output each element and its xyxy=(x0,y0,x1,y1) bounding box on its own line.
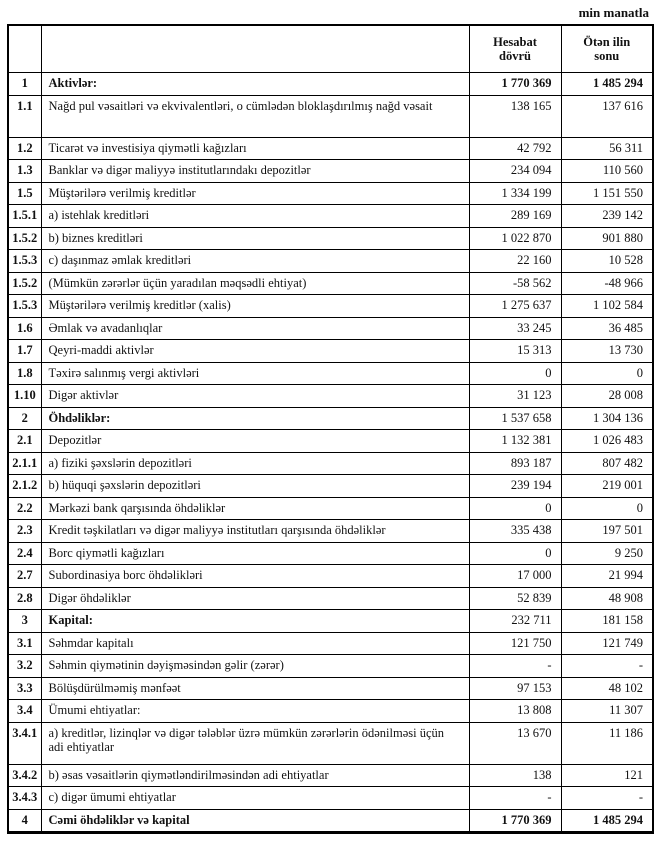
value-previous: 121 xyxy=(561,764,653,787)
table-row xyxy=(8,182,653,205)
table-row xyxy=(8,73,653,96)
row-label: Cəmi öhdəliklər və kapital xyxy=(41,809,469,833)
value-previous: 197 501 xyxy=(561,520,653,543)
value-previous: 1 485 294 xyxy=(561,809,653,833)
row-label: Ümumi ehtiyatlar: xyxy=(41,700,469,723)
row-number: 4 xyxy=(8,809,41,833)
value-previous: 36 485 xyxy=(561,317,653,340)
row-label: Digər aktivlər xyxy=(41,385,469,408)
table-row xyxy=(8,722,653,764)
table-row xyxy=(8,250,653,273)
row-number: 1.8 xyxy=(8,362,41,385)
row-number: 1.7 xyxy=(8,340,41,363)
row-number: 2 xyxy=(8,407,41,430)
table-row xyxy=(8,227,653,250)
header-row xyxy=(8,25,653,73)
table-row xyxy=(8,95,653,137)
table-row xyxy=(8,565,653,588)
value-previous: -48 966 xyxy=(561,272,653,295)
row-number: 3.4 xyxy=(8,700,41,723)
value-previous: 110 560 xyxy=(561,160,653,183)
value-previous: 0 xyxy=(561,497,653,520)
value-current: 0 xyxy=(469,497,561,520)
row-number: 3.1 xyxy=(8,632,41,655)
row-number: 3.4.3 xyxy=(8,787,41,810)
value-current: 0 xyxy=(469,362,561,385)
value-previous: 9 250 xyxy=(561,542,653,565)
value-current: 893 187 xyxy=(469,452,561,475)
value-current: 1 537 658 xyxy=(469,407,561,430)
value-previous: 219 001 xyxy=(561,475,653,498)
table-row xyxy=(8,362,653,385)
table-row xyxy=(8,497,653,520)
value-current: 1 770 369 xyxy=(469,809,561,833)
value-current: -58 562 xyxy=(469,272,561,295)
value-previous: - xyxy=(561,655,653,678)
row-label: c) digər ümumi ehtiyatlar xyxy=(41,787,469,810)
row-label: a) fiziki şəxslərin depozitləri xyxy=(41,452,469,475)
row-label: Subordinasiya borc öhdəlikləri xyxy=(41,565,469,588)
table-row xyxy=(8,452,653,475)
table-row xyxy=(8,272,653,295)
row-label: Təxirə salınmış vergi aktivləri xyxy=(41,362,469,385)
row-number: 3.2 xyxy=(8,655,41,678)
row-number: 1.5 xyxy=(8,182,41,205)
value-current: 33 245 xyxy=(469,317,561,340)
value-current: 1 334 199 xyxy=(469,182,561,205)
value-previous: 28 008 xyxy=(561,385,653,408)
value-previous: 239 142 xyxy=(561,205,653,228)
row-number: 1.5.3 xyxy=(8,250,41,273)
balance-table-body xyxy=(8,73,653,833)
table-row xyxy=(8,542,653,565)
row-label: Depozitlər xyxy=(41,430,469,453)
row-label: Müştərilərə verilmiş kreditlər xyxy=(41,182,469,205)
value-current: 138 165 xyxy=(469,95,561,137)
row-label: a) kreditlər, lizinqlər və digər tələblər üzrə mümkün zərərlərin ödənilməsi üçün adi ehtiyatlar xyxy=(41,722,469,764)
row-label: Qeyri-maddi aktivlər xyxy=(41,340,469,363)
header-empty-number xyxy=(8,25,41,73)
row-number: 1.2 xyxy=(8,137,41,160)
value-current: 289 169 xyxy=(469,205,561,228)
value-previous: 181 158 xyxy=(561,610,653,633)
row-number: 1.5.2 xyxy=(8,272,41,295)
row-number: 3 xyxy=(8,610,41,633)
row-number: 1.10 xyxy=(8,385,41,408)
row-number: 1.1 xyxy=(8,95,41,137)
value-previous: 137 616 xyxy=(561,95,653,137)
table-row xyxy=(8,317,653,340)
value-previous: 13 730 xyxy=(561,340,653,363)
value-current: 1 132 381 xyxy=(469,430,561,453)
value-current: 239 194 xyxy=(469,475,561,498)
row-number: 1.5.3 xyxy=(8,295,41,318)
value-current: 22 160 xyxy=(469,250,561,273)
row-label: Nağd pul vəsaitləri və ekvivalentləri, o cümlədən bloklaşdırılmış nağd vəsait xyxy=(41,95,469,137)
value-current: 13 808 xyxy=(469,700,561,723)
value-current: 1 770 369 xyxy=(469,73,561,96)
value-previous: 56 311 xyxy=(561,137,653,160)
row-label: Kredit təşkilatları və digər maliyyə institutları qarşısında öhdəliklər xyxy=(41,520,469,543)
row-label: b) əsas vəsaitlərin qiymətləndirilməsindən adi ehtiyatlar xyxy=(41,764,469,787)
unit-label: min manatla xyxy=(578,5,649,20)
row-number: 3.4.2 xyxy=(8,764,41,787)
row-label: Mərkəzi bank qarşısında öhdəliklər xyxy=(41,497,469,520)
table-row xyxy=(8,137,653,160)
row-label: Səhmdar kapitalı xyxy=(41,632,469,655)
header-current-period xyxy=(469,25,561,73)
table-row xyxy=(8,655,653,678)
row-label: c) daşınmaz əmlak kreditləri xyxy=(41,250,469,273)
table-row xyxy=(8,809,653,833)
value-previous: 1 102 584 xyxy=(561,295,653,318)
header-previous-period-label: Ötən ilin sonu xyxy=(583,34,631,63)
value-current: 1 275 637 xyxy=(469,295,561,318)
row-number: 2.7 xyxy=(8,565,41,588)
value-previous: 11 307 xyxy=(561,700,653,723)
row-number: 1.5.2 xyxy=(8,227,41,250)
value-current: 15 313 xyxy=(469,340,561,363)
table-row xyxy=(8,385,653,408)
value-previous: 1 485 294 xyxy=(561,73,653,96)
row-label: b) biznes kreditləri xyxy=(41,227,469,250)
row-number: 2.2 xyxy=(8,497,41,520)
value-previous: 0 xyxy=(561,362,653,385)
value-previous: 121 749 xyxy=(561,632,653,655)
value-current: 335 438 xyxy=(469,520,561,543)
value-current: 52 839 xyxy=(469,587,561,610)
value-current: - xyxy=(469,787,561,810)
value-previous: - xyxy=(561,787,653,810)
table-row xyxy=(8,520,653,543)
value-current: 31 123 xyxy=(469,385,561,408)
value-previous: 1 151 550 xyxy=(561,182,653,205)
value-current: 42 792 xyxy=(469,137,561,160)
table-row xyxy=(8,475,653,498)
row-number: 1.5.1 xyxy=(8,205,41,228)
table-row xyxy=(8,430,653,453)
table-row xyxy=(8,764,653,787)
value-previous: 11 186 xyxy=(561,722,653,764)
header-previous-period xyxy=(561,25,653,73)
table-row xyxy=(8,610,653,633)
row-label: Bölüşdürülməmiş mənfəət xyxy=(41,677,469,700)
value-previous: 48 908 xyxy=(561,587,653,610)
value-current: 97 153 xyxy=(469,677,561,700)
row-label: Səhmin qiymətinin dəyişməsindən gəlir (zərər) xyxy=(41,655,469,678)
value-current: 1 022 870 xyxy=(469,227,561,250)
row-label: Ticarət və investisiya qiymətli kağızları xyxy=(41,137,469,160)
table-row xyxy=(8,205,653,228)
row-label: Aktivlər: xyxy=(41,73,469,96)
value-current: 234 094 xyxy=(469,160,561,183)
value-current: 232 711 xyxy=(469,610,561,633)
row-number: 1 xyxy=(8,73,41,96)
row-number: 2.1.2 xyxy=(8,475,41,498)
value-current: 138 xyxy=(469,764,561,787)
table-row xyxy=(8,407,653,430)
header-current-period-label: Hesabat dövrü xyxy=(493,34,537,63)
row-label: Müştərilərə verilmiş kreditlər (xalis) xyxy=(41,295,469,318)
value-current: 17 000 xyxy=(469,565,561,588)
value-previous: 10 528 xyxy=(561,250,653,273)
value-current: 121 750 xyxy=(469,632,561,655)
row-label: (Mümkün zərərlər üçün yaradılan məqsədli ehtiyat) xyxy=(41,272,469,295)
value-previous: 1 304 136 xyxy=(561,407,653,430)
row-number: 2.1 xyxy=(8,430,41,453)
value-previous: 21 994 xyxy=(561,565,653,588)
table-row xyxy=(8,632,653,655)
row-label: Digər öhdəliklər xyxy=(41,587,469,610)
value-current: - xyxy=(469,655,561,678)
table-row xyxy=(8,295,653,318)
balance-sheet-table xyxy=(7,24,654,834)
row-number: 3.3 xyxy=(8,677,41,700)
header-empty-label xyxy=(41,25,469,73)
row-label: Kapital: xyxy=(41,610,469,633)
value-current: 13 670 xyxy=(469,722,561,764)
value-previous: 48 102 xyxy=(561,677,653,700)
row-label: Borc qiymətli kağızları xyxy=(41,542,469,565)
row-label: Əmlak və avadanlıqlar xyxy=(41,317,469,340)
table-row xyxy=(8,700,653,723)
table-row xyxy=(8,677,653,700)
table-row xyxy=(8,787,653,810)
row-number: 2.4 xyxy=(8,542,41,565)
row-number: 3.4.1 xyxy=(8,722,41,764)
row-label: a) istehlak kreditləri xyxy=(41,205,469,228)
value-previous: 901 880 xyxy=(561,227,653,250)
row-number: 2.8 xyxy=(8,587,41,610)
row-number: 1.6 xyxy=(8,317,41,340)
row-number: 2.1.1 xyxy=(8,452,41,475)
row-label: Banklar və digər maliyyə institutlarındakı depozitlər xyxy=(41,160,469,183)
table-row xyxy=(8,587,653,610)
row-number: 1.3 xyxy=(8,160,41,183)
value-previous: 1 026 483 xyxy=(561,430,653,453)
row-number: 2.3 xyxy=(8,520,41,543)
row-label: Öhdəliklər: xyxy=(41,407,469,430)
table-row xyxy=(8,340,653,363)
table-row xyxy=(8,160,653,183)
value-current: 0 xyxy=(469,542,561,565)
row-label: b) hüquqi şəxslərin depozitləri xyxy=(41,475,469,498)
value-previous: 807 482 xyxy=(561,452,653,475)
